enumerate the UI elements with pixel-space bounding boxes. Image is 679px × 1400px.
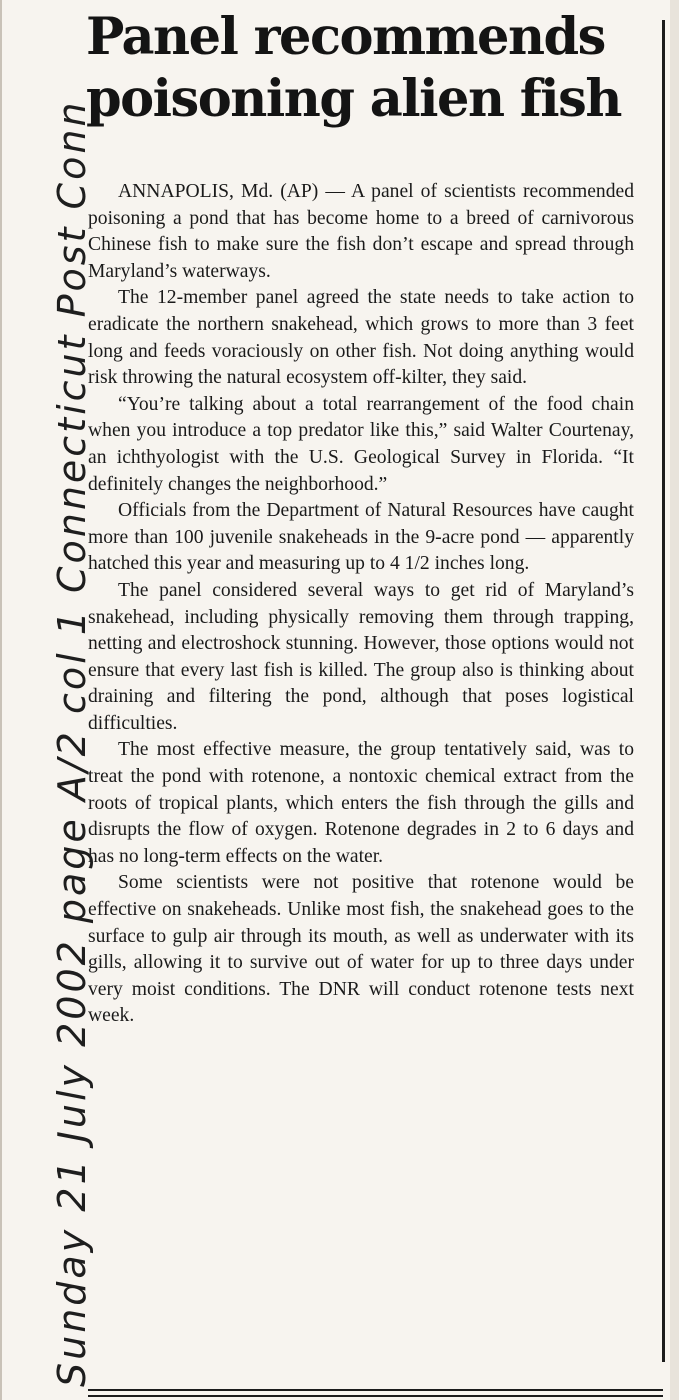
article-paragraph: The 12-member panel agreed the state needs to take action to eradicate the northern snakehead, which grows to more than 3 feet long and feeds voraciously on other fish. Not doing anything would risk throwing the natural ecosystem off-kilter, they said.: [88, 287, 634, 389]
headline-line-1: Panel recommends: [86, 7, 605, 67]
handwritten-margin-note: Sunday 21 July 2002 page A/2 col 1 Connecticut Post Conn: [50, 99, 94, 1387]
article-body: [88, 179, 634, 1030]
headline: [86, 6, 646, 130]
article-paragraph: Some scientists were not positive that rotenone would be effective on snakeheads. Unlike most fish, the snakehead goes to the surface to gulp air through its mouth, as well as underwater with its gills, allowing it to survive out of water for up to three days under very moist conditions. The DNR will conduct rotenone tests next week.: [88, 872, 634, 1027]
page-edge: [670, 0, 679, 1400]
article-paragraph: Officials from the Department of Natural Resources have caught more than 100 juvenile snakeheads in the 9-acre pond — apparently hatched this year and measuring up to 4 1/2 inches long.: [88, 500, 634, 575]
column-rule: [662, 20, 665, 1362]
article-paragraph: The most effective measure, the group tentatively said, was to treat the pond with rotenone, a nontoxic chemical extract from the roots of tropical plants, which enters the fish through the gills and disrupts the flow of oxygen. Rotenone degrades in 2 to 6 days and has no long-term effects on the water.: [88, 739, 634, 867]
headline-line-2: poisoning alien fish: [86, 69, 621, 129]
article-paragraph: ANNAPOLIS, Md. (AP) — A panel of scientists recommended poisoning a pond that has become home to a breed of carnivorous Chinese fish to make sure the fish don’t escape and spread through Maryland’s waterways.: [88, 181, 634, 282]
bottom-rule-secondary: [88, 1395, 663, 1397]
article-paragraph: The panel considered several ways to get rid of Maryland’s snakehead, including physically removing them through trapping, netting and electroshock stunning. However, those options would not ensure that every last fish is killed. The group also is thinking about draining and filtering the pond, although that poses logistical difficulties.: [88, 579, 634, 734]
article-paragraph: “You’re talking about a total rearrangement of the food chain when you introduce a top predator like this,” said Walter Courtenay, an ichthyologist with the U.S. Geological Survey in Florida. “It definitely changes the neighborhood.”: [88, 393, 634, 495]
bottom-rule: [88, 1389, 663, 1391]
